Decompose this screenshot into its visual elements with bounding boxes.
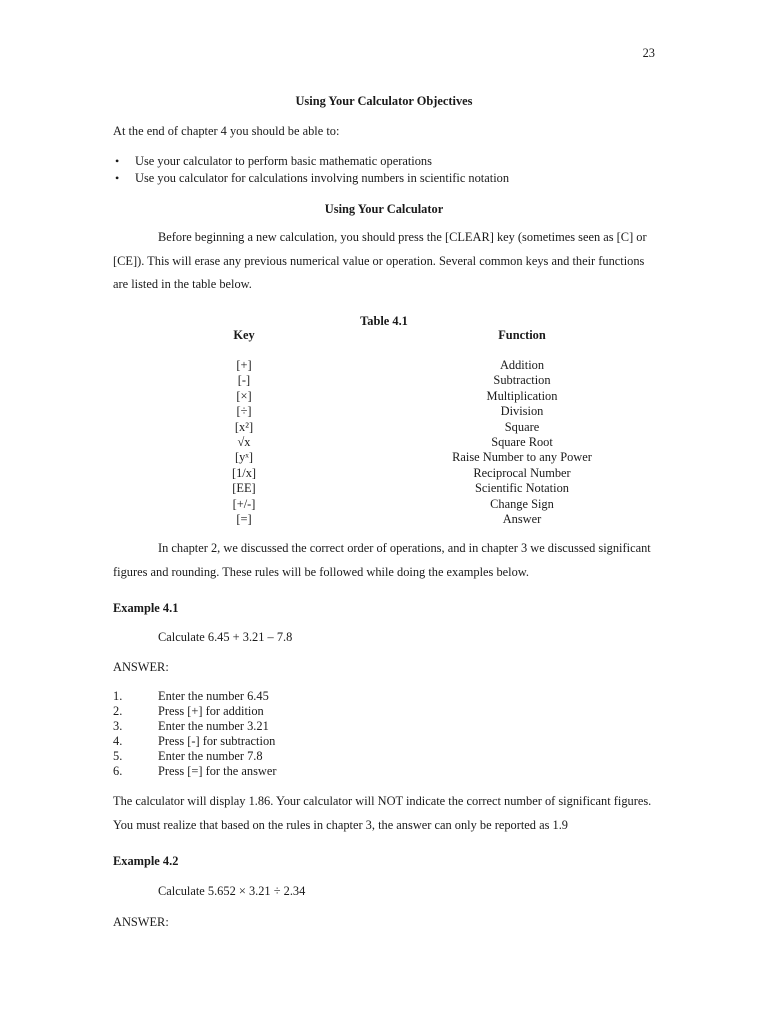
step-number: 5. — [113, 749, 123, 763]
step-number: 6. — [113, 764, 123, 778]
table-cell-function: Reciprocal Number — [473, 465, 571, 480]
step-text: Enter the number 3.21 — [158, 719, 269, 733]
step-item — [113, 689, 513, 704]
table-cell-function: Scientific Notation — [475, 481, 569, 496]
table-cell-key: [+] — [236, 358, 252, 372]
step-text: Enter the number 6.45 — [158, 689, 269, 703]
example-4-2-title: Example 4.2 — [113, 854, 179, 868]
table-cell-key: [=] — [236, 511, 252, 526]
table-cell-key: [yˣ] — [234, 450, 254, 465]
objectives-intro: At the end of chapter 4 you should be able to: — [113, 124, 340, 138]
example-4-2-answer-label: ANSWER: — [113, 915, 169, 929]
table-cell-key: [÷] — [236, 404, 252, 419]
example-4-1-answer-label: ANSWER: — [113, 660, 169, 674]
page-number: 23 — [642, 46, 655, 60]
step-item — [113, 734, 513, 749]
step-item — [113, 719, 513, 734]
table-title: Table 4.1 — [360, 314, 408, 328]
intro-paragraph: Before beginning a new calculation, you should press the [CLEAR] key (sometimes seen as [C] or [CE]). This will erase any previous numerical value or operation. Several common keys and their functions are listed in the table below. — [113, 230, 647, 291]
table-header-key: Key — [233, 328, 255, 342]
table-cell-key: [EE] — [232, 481, 256, 496]
step-number: 2. — [113, 704, 123, 718]
table-cell-key: [×] — [236, 388, 252, 403]
objective-item: • Use you calculator for calculations involving numbers in scientific notation — [113, 170, 509, 187]
table-cell-key: [+/-] — [232, 496, 256, 511]
table-cell-function: Division — [500, 404, 544, 419]
example-4-1-conclusion: The calculator will display 1.86. Your calculator will NOT indicate the correct number of significant figures. You must realize that based on the rules in chapter 3, the answer can only be reported as 1.9 — [113, 794, 652, 832]
transition-paragraph: In chapter 2, we discussed the correct order of operations, and in chapter 3 we discussed significant figures and rounding. These rules will be followed while doing the examples below. — [113, 541, 651, 579]
step-number: 4. — [113, 734, 123, 748]
table-rows-keys — [204, 358, 284, 527]
table-cell-function: Raise Number to any Power — [452, 450, 592, 465]
section-heading: Using Your Calculator — [324, 202, 444, 216]
example-4-2-problem: Calculate 5.652 × 3.21 ÷ 2.34 — [158, 884, 306, 898]
step-text: Press [-] for subtraction — [158, 734, 276, 748]
step-number: 1. — [113, 689, 123, 703]
objective-item: • Use your calculator to perform basic mathematic operations — [113, 153, 509, 170]
step-text: Enter the number 7.8 — [158, 749, 263, 763]
step-item — [113, 749, 513, 764]
table-cell-key: √x — [237, 434, 251, 449]
example-4-1-steps — [113, 689, 513, 779]
table-cell-key: [1/x] — [231, 465, 257, 480]
example-4-1-title: Example 4.1 — [113, 601, 179, 615]
table-cell-function: Addition — [499, 358, 545, 372]
table-cell-function: Answer — [502, 511, 542, 526]
step-item — [113, 704, 513, 719]
step-item — [113, 764, 513, 779]
example-4-1-problem: Calculate 6.45 + 3.21 – 7.8 — [158, 630, 293, 644]
table-header-function: Function — [498, 328, 546, 342]
step-text: Press [=] for the answer — [158, 764, 277, 778]
table-cell-function: Square Root — [491, 434, 553, 449]
table-cell-key: [x²] — [234, 419, 254, 434]
table-cell-function: Change Sign — [490, 496, 554, 511]
table-cell-key: [-] — [237, 373, 251, 388]
step-number: 3. — [113, 719, 123, 733]
objectives-heading: Using Your Calculator Objectives — [295, 94, 473, 108]
step-text: Press [+] for addition — [158, 704, 264, 718]
table-cell-function: Subtraction — [493, 373, 551, 388]
table-rows-functions — [422, 358, 622, 527]
objectives-list — [113, 153, 509, 187]
table-cell-function: Square — [504, 419, 540, 434]
table-cell-function: Multiplication — [486, 388, 558, 403]
